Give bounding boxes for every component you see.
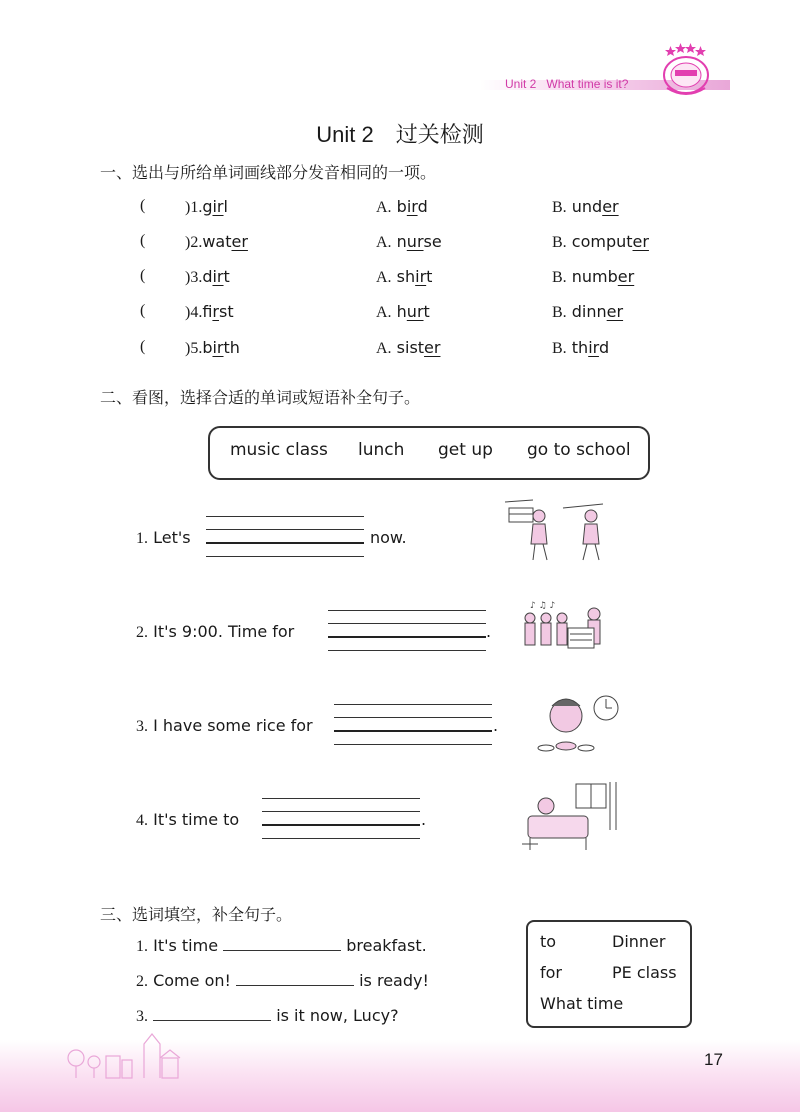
- section3-heading: 三、选词填空，补全句子。: [100, 905, 293, 924]
- option-a[interactable]: [376, 267, 432, 287]
- word-part: th: [571, 338, 589, 357]
- option-letter: A.: [376, 199, 392, 216]
- answer-blank[interactable]: [153, 1006, 271, 1021]
- option-letter: B.: [552, 199, 567, 216]
- sentence-number: 1.: [136, 938, 148, 955]
- writing-line[interactable]: [328, 636, 486, 638]
- word-part: b: [202, 338, 213, 357]
- underlined-part: ir: [406, 197, 418, 216]
- word-part: se: [423, 232, 442, 251]
- underlined-part: er: [602, 197, 619, 216]
- word-choice-box: [526, 920, 692, 1028]
- section1-heading: 一、选出与所给单词画线部分发音相同的一项。: [100, 163, 437, 182]
- picture-sentence: [136, 716, 313, 736]
- word-part: th: [223, 338, 240, 357]
- word-part: l: [223, 197, 228, 216]
- question-item: [185, 338, 240, 358]
- sentence-number: 1.: [136, 530, 148, 547]
- picture-sentence: [136, 528, 191, 548]
- underlined-part: er: [606, 302, 624, 321]
- section2-heading: 二、看图，选择合适的单词或短语补全句子。: [100, 388, 421, 407]
- underlined-part: er: [632, 232, 649, 251]
- question-row: [0, 302, 800, 330]
- svg-text:♪ ♫ ♪: ♪ ♫ ♪: [530, 601, 556, 611]
- option-letter: B.: [552, 340, 567, 357]
- option-letter: A.: [376, 304, 392, 321]
- word-part: d: [417, 197, 428, 216]
- sentence-number: 2.: [136, 973, 148, 990]
- sentence-text: It's 9:00. Time for: [153, 622, 295, 641]
- answer-paren[interactable]: (: [140, 267, 146, 284]
- underlined-part: er: [617, 267, 635, 286]
- sentence-text: Come on!: [153, 971, 231, 990]
- writing-line[interactable]: [334, 744, 492, 745]
- word-part: h: [396, 302, 407, 321]
- castle-decoration: [60, 1028, 200, 1080]
- word-part: f: [202, 302, 213, 321]
- sentence-end: .: [421, 810, 427, 829]
- answer-paren[interactable]: (: [140, 338, 146, 355]
- sentence-text: It's time to: [153, 810, 240, 829]
- writing-line[interactable]: [334, 730, 492, 732]
- word-part: t: [223, 267, 230, 286]
- sentence-text: breakfast.: [346, 936, 427, 955]
- question-row: [0, 267, 800, 295]
- word-choice: PE class: [612, 963, 677, 982]
- underlined-part: ur: [406, 302, 424, 321]
- fill-sentence: [136, 971, 429, 991]
- word-bank-item: get up: [438, 440, 493, 460]
- word-part: wat: [202, 232, 232, 251]
- writing-line[interactable]: [328, 623, 486, 624]
- picture-sentence: [136, 622, 294, 642]
- sentence-number: 3.: [136, 718, 148, 735]
- sentence-end: now.: [370, 528, 407, 547]
- question-number: )3.: [185, 269, 203, 286]
- option-b[interactable]: [552, 338, 609, 358]
- question-row: [0, 338, 800, 366]
- underlined-part: ir: [415, 267, 427, 286]
- word-choice: Dinner: [612, 932, 666, 951]
- option-letter: B.: [552, 234, 567, 251]
- header-unit-label: Unit 2: [505, 77, 537, 91]
- answer-blank[interactable]: [236, 971, 354, 986]
- question-number: )1.: [185, 199, 203, 216]
- sentence-end: .: [486, 622, 492, 641]
- question-number: )2.: [185, 234, 203, 251]
- sentence-number: 4.: [136, 812, 148, 829]
- sentence-text: It's time: [153, 936, 219, 955]
- underlined-part: ur: [406, 232, 424, 251]
- header-running-title: [505, 77, 628, 91]
- header-topic: What time is it?: [546, 77, 629, 91]
- question-item: [185, 267, 230, 287]
- word-part: st: [218, 302, 234, 321]
- music-class-illustration: [520, 598, 608, 660]
- sentence-text: I have some rice for: [153, 716, 313, 735]
- page-number: 17: [704, 1050, 723, 1069]
- sentence-text: is ready!: [359, 971, 429, 990]
- word-part: n: [396, 232, 407, 251]
- word-part: b: [396, 197, 407, 216]
- answer-paren[interactable]: (: [140, 302, 146, 319]
- word-choice: to: [540, 932, 557, 951]
- get-up-illustration: [520, 780, 624, 854]
- word-part: t: [426, 267, 433, 286]
- writing-line[interactable]: [262, 838, 420, 839]
- question-number: )5.: [185, 340, 203, 357]
- question-item: [185, 197, 228, 217]
- word-part: numb: [571, 267, 618, 286]
- go-to-school-illustration: [503, 494, 607, 568]
- question-number: )4.: [185, 304, 203, 321]
- sentence-end: .: [493, 716, 499, 735]
- writing-line[interactable]: [334, 704, 492, 705]
- word-part: und: [571, 197, 603, 216]
- sentence-text: Let's: [153, 528, 191, 547]
- option-b[interactable]: [552, 302, 623, 322]
- word-part: dinn: [571, 302, 607, 321]
- fill-sentence: [136, 1006, 399, 1026]
- word-part: d: [202, 267, 213, 286]
- word-part: d: [598, 338, 610, 357]
- answer-paren[interactable]: (: [140, 232, 146, 249]
- underlined-part: ir: [212, 338, 224, 357]
- word-bank-item: go to school: [527, 440, 631, 460]
- sentence-number: 2.: [136, 624, 148, 641]
- picture-sentence: [136, 810, 239, 830]
- word-bank-box: [208, 426, 650, 480]
- page-title: Unit 2 过关检测: [316, 122, 484, 147]
- question-row: [0, 197, 800, 225]
- writing-line[interactable]: [262, 798, 420, 799]
- word-part: t: [423, 302, 430, 321]
- writing-line[interactable]: [262, 824, 420, 826]
- word-part: g: [202, 197, 213, 216]
- word-part: sh: [396, 267, 416, 286]
- publisher-logo: [655, 42, 717, 98]
- sentence-number: 3.: [136, 1008, 148, 1025]
- option-letter: B.: [552, 269, 567, 286]
- lunch-illustration: [532, 688, 624, 756]
- word-choice: for: [540, 963, 562, 982]
- option-a[interactable]: [376, 302, 430, 322]
- option-letter: B.: [552, 304, 567, 321]
- underlined-part: er: [231, 232, 248, 251]
- option-letter: A.: [376, 269, 392, 286]
- underlined-part: ir: [212, 267, 224, 286]
- option-b[interactable]: [552, 267, 634, 287]
- question-item: [185, 232, 248, 252]
- option-letter: A.: [376, 340, 392, 357]
- option-b[interactable]: [552, 197, 619, 217]
- writing-line[interactable]: [206, 542, 364, 544]
- option-b[interactable]: [552, 232, 649, 252]
- word-bank-item: lunch: [358, 440, 405, 460]
- option-a[interactable]: [376, 197, 428, 217]
- writing-line[interactable]: [328, 610, 486, 611]
- word-choice: What time: [540, 994, 624, 1013]
- option-a[interactable]: [376, 338, 440, 358]
- answer-blank[interactable]: [223, 936, 341, 951]
- writing-line[interactable]: [206, 516, 364, 517]
- fill-sentence: [136, 936, 427, 956]
- word-part: sist: [396, 338, 425, 357]
- option-a[interactable]: [376, 232, 442, 252]
- question-item: [185, 302, 234, 322]
- answer-paren[interactable]: (: [140, 197, 146, 214]
- sentence-text: is it now, Lucy?: [276, 1006, 399, 1025]
- word-bank-item: music class: [230, 440, 328, 460]
- writing-line[interactable]: [262, 811, 420, 812]
- writing-line[interactable]: [206, 556, 364, 557]
- underlined-part: er: [424, 338, 441, 357]
- writing-line[interactable]: [334, 717, 492, 718]
- writing-line[interactable]: [328, 650, 486, 651]
- underlined-part: ir: [212, 197, 224, 216]
- question-row: [0, 232, 800, 260]
- writing-line[interactable]: [206, 529, 364, 530]
- underlined-part: ir: [212, 302, 219, 321]
- word-part: comput: [571, 232, 633, 251]
- underlined-part: ir: [588, 338, 599, 357]
- option-letter: A.: [376, 234, 392, 251]
